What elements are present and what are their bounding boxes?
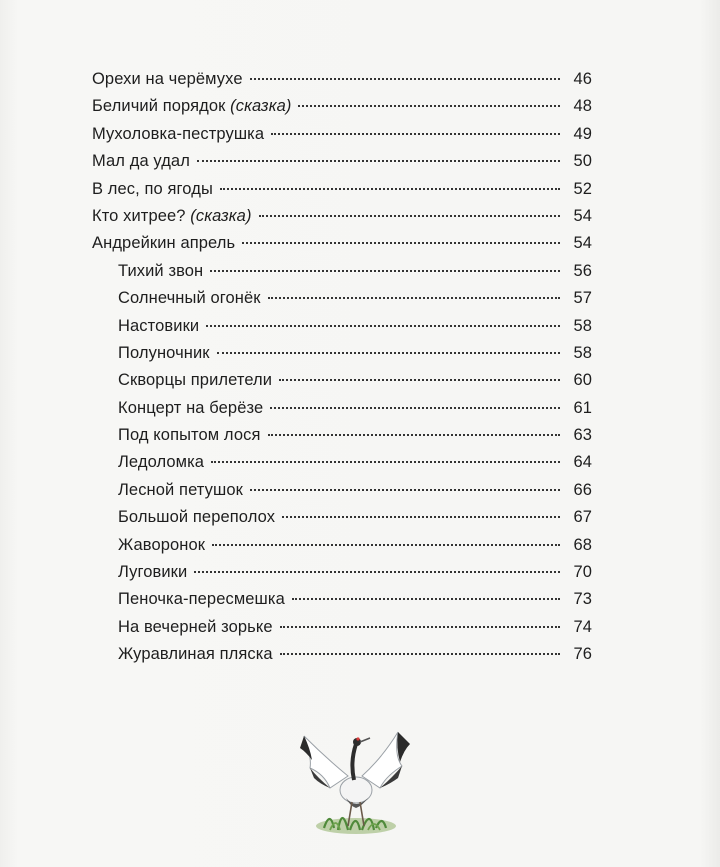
toc-entry-title <box>92 234 235 253</box>
toc-entry-page-number: 57 <box>573 289 592 308</box>
toc-entry-title-text: Скворцы прилетели <box>118 371 273 390</box>
toc-entry-title <box>118 453 204 472</box>
toc-entry-title-text: Мухоловка-пеструшка <box>92 124 265 143</box>
dot-leader <box>197 160 560 162</box>
toc-entry <box>92 234 592 261</box>
dot-leader <box>271 133 560 135</box>
toc-entry-note: (сказка) <box>190 206 252 225</box>
toc-entry-page-number: 56 <box>573 261 592 280</box>
toc-entry-title <box>118 426 261 445</box>
toc-entry <box>92 344 592 371</box>
toc-entry <box>92 590 592 617</box>
dot-leader <box>259 215 560 217</box>
toc-entry-title-text: В лес, по ягоды <box>92 179 213 198</box>
table-of-contents <box>92 70 592 673</box>
toc-entry-title <box>118 618 273 637</box>
toc-entry <box>92 618 592 645</box>
toc-entry <box>92 563 592 590</box>
toc-entry-page-number: 64 <box>573 453 592 472</box>
toc-entry <box>92 536 592 563</box>
toc-entry-title <box>118 563 187 582</box>
toc-entry-page-number: 66 <box>573 480 592 499</box>
toc-entry <box>92 97 592 124</box>
toc-entry <box>92 453 592 480</box>
dot-leader <box>279 379 560 381</box>
dot-leader <box>250 78 560 80</box>
toc-entry-page-number: 68 <box>573 535 592 554</box>
toc-entry-page-number: 54 <box>573 234 592 253</box>
toc-entry-title-text: Большой переполох <box>118 508 276 527</box>
toc-entry-title <box>92 180 213 199</box>
toc-entry-title <box>92 125 264 144</box>
toc-entry-title <box>118 536 205 555</box>
toc-entry-title <box>118 262 203 281</box>
toc-entry-title-text: Луговики <box>118 563 188 582</box>
toc-entry-title-text: На вечерней зорьке <box>118 617 273 636</box>
toc-entry-title <box>118 399 263 418</box>
toc-entry-page-number: 63 <box>573 426 592 445</box>
dot-leader <box>210 270 560 272</box>
toc-entry-title-text: Полуночник <box>118 343 210 362</box>
dot-leader <box>268 434 560 436</box>
toc-entry-title-text: Солнечный огонёк <box>118 289 261 308</box>
dot-leader <box>242 242 560 244</box>
toc-entry-title-text: Пеночка-пересмешка <box>118 590 285 609</box>
dot-leader <box>298 105 560 107</box>
toc-entry-title <box>118 371 272 390</box>
toc-entry <box>92 207 592 234</box>
toc-entry-title <box>118 645 273 664</box>
toc-entry-page-number: 58 <box>573 316 592 335</box>
toc-entry-title <box>92 152 190 171</box>
toc-entry-title <box>92 70 243 89</box>
toc-entry <box>92 371 592 398</box>
toc-entry <box>92 180 592 207</box>
toc-entry-page-number: 46 <box>573 70 592 88</box>
toc-entry-title-text: Орехи на черёмухе <box>92 70 243 88</box>
toc-entry-page-number: 58 <box>573 343 592 362</box>
dot-leader <box>280 626 560 628</box>
dot-leader <box>268 297 560 299</box>
toc-entry-title-text: Андрейкин апрель <box>92 234 236 253</box>
toc-entry-title-text: Под копытом лося <box>118 426 261 445</box>
dot-leader <box>212 544 560 546</box>
toc-entry <box>92 645 592 672</box>
dot-leader <box>280 653 560 655</box>
toc-entry-title-text: Ледоломка <box>118 453 205 472</box>
dot-leader <box>282 516 560 518</box>
toc-entry <box>92 399 592 426</box>
dancing-crane-icon <box>290 718 420 838</box>
dot-leader <box>217 352 560 354</box>
toc-entry-title-text: Концерт на берёзе <box>118 398 264 417</box>
toc-entry-page-number: 70 <box>573 563 592 582</box>
toc-entry-title-text: Жаворонок <box>118 535 206 554</box>
toc-entry-title <box>118 289 261 308</box>
toc-entry-page-number: 73 <box>573 590 592 609</box>
toc-entry-page-number: 67 <box>573 508 592 527</box>
toc-entry-title <box>118 344 210 363</box>
dot-leader <box>220 188 560 190</box>
toc-entry <box>92 426 592 453</box>
toc-entry <box>92 317 592 344</box>
toc-entry <box>92 152 592 179</box>
toc-entry-page-number: 50 <box>573 152 592 171</box>
toc-entry-title-text: Журавлиная пляска <box>118 645 273 664</box>
toc-entry-page-number: 54 <box>573 206 592 225</box>
toc-entry-title <box>118 481 243 500</box>
toc-entry-title-text: Тихий звон <box>118 261 204 280</box>
toc-entry-title-text: Настовики <box>118 316 200 335</box>
dot-leader <box>250 489 560 491</box>
dot-leader <box>270 407 560 409</box>
toc-entry-title <box>92 97 291 116</box>
toc-entry-page-number: 48 <box>573 97 592 116</box>
toc-entry <box>92 289 592 316</box>
toc-entry-title <box>118 317 199 336</box>
dot-leader <box>292 598 560 600</box>
toc-entry-page-number: 52 <box>573 179 592 198</box>
toc-entry-page-number: 61 <box>573 398 592 417</box>
toc-entry-page-number: 60 <box>573 371 592 390</box>
toc-entry <box>92 262 592 289</box>
dot-leader <box>206 325 560 327</box>
toc-entry-page-number: 49 <box>573 124 592 143</box>
toc-entry-page-number: 76 <box>573 645 592 664</box>
dot-leader <box>194 571 560 573</box>
toc-entry <box>92 481 592 508</box>
toc-entry-note: (сказка) <box>230 97 292 116</box>
toc-entry-title-text: Кто хитрее? <box>92 206 186 225</box>
toc-entry-title <box>118 590 285 609</box>
toc-entry <box>92 125 592 152</box>
toc-entry-page-number: 74 <box>573 617 592 636</box>
dot-leader <box>211 461 560 463</box>
toc-entry <box>92 508 592 535</box>
toc-entry-title <box>92 207 252 226</box>
toc-entry-title-text: Мал да удал <box>92 152 190 171</box>
toc-entry-title <box>118 508 275 527</box>
toc-entry <box>92 70 592 97</box>
toc-entry-title-text: Беличий порядок <box>92 97 226 116</box>
toc-entry-title-text: Лесной петушок <box>118 480 243 499</box>
